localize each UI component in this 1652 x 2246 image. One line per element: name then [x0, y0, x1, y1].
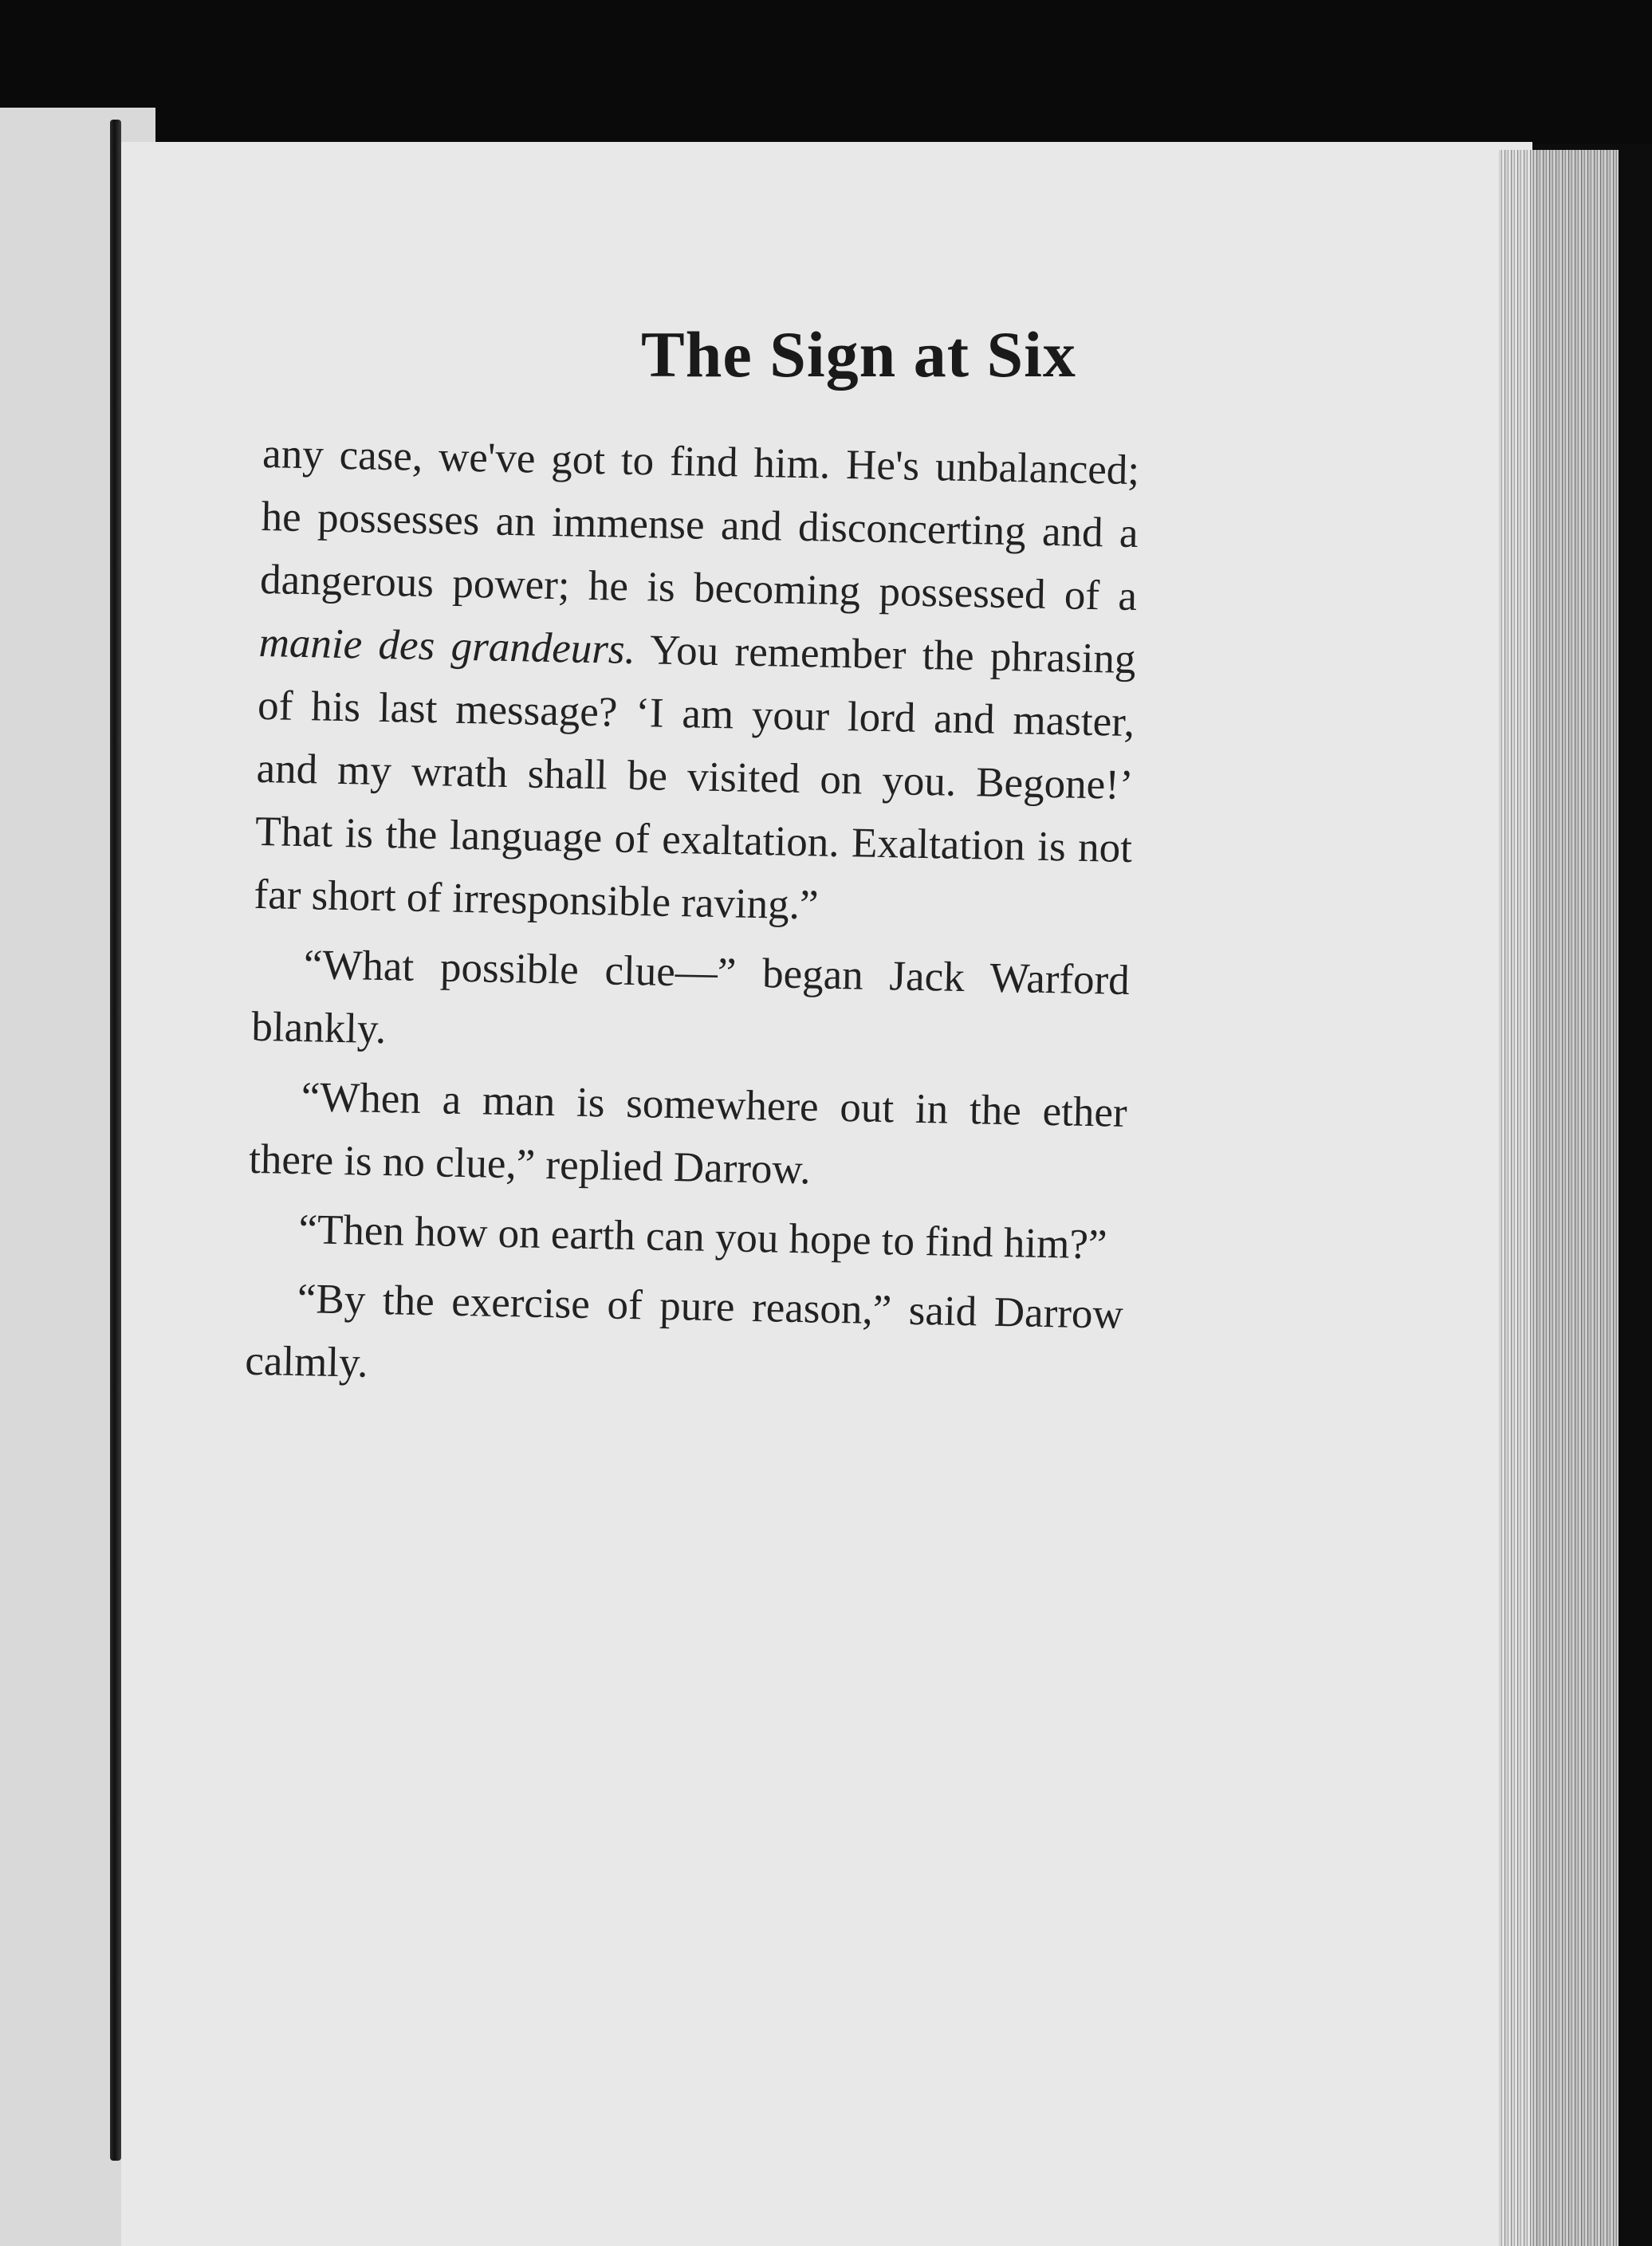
italic-phrase: manie des grandeurs. — [258, 619, 636, 674]
paragraph-5: “By the exercise of pure reason,” said Darrow calmly. — [244, 1276, 1124, 1387]
paragraph-1 — [254, 423, 1140, 943]
body-text — [244, 423, 1139, 1416]
paragraph-1-text-cont: You remember the phrasing of his last message? ‘I am your lord and master, and my wrath shall be visited on you. Begone!’ That is the language of exaltation. Exaltation is not far short of irresponsible raving.” — [254, 627, 1137, 929]
paragraph-1-text: any case, we've got to find him. He's unbalanced; he possesses an immense and disconcerting and a dangerous power; he is becoming possessed of a — [259, 430, 1140, 620]
background-shadow — [0, 0, 1652, 144]
paragraph-4: “Then how on earth can you hope to find him?” — [298, 1206, 1107, 1269]
running-head: The Sign at Six — [641, 318, 1076, 391]
paragraph-3: “When a man is somewhere out in the ether there is no clue,” replied Darrow. — [248, 1074, 1128, 1194]
page-stack-edge — [1499, 150, 1619, 2246]
paragraph-2: “What possible clue—” began Jack Warford blankly. — [250, 942, 1131, 1053]
gutter-fold — [110, 120, 121, 2161]
